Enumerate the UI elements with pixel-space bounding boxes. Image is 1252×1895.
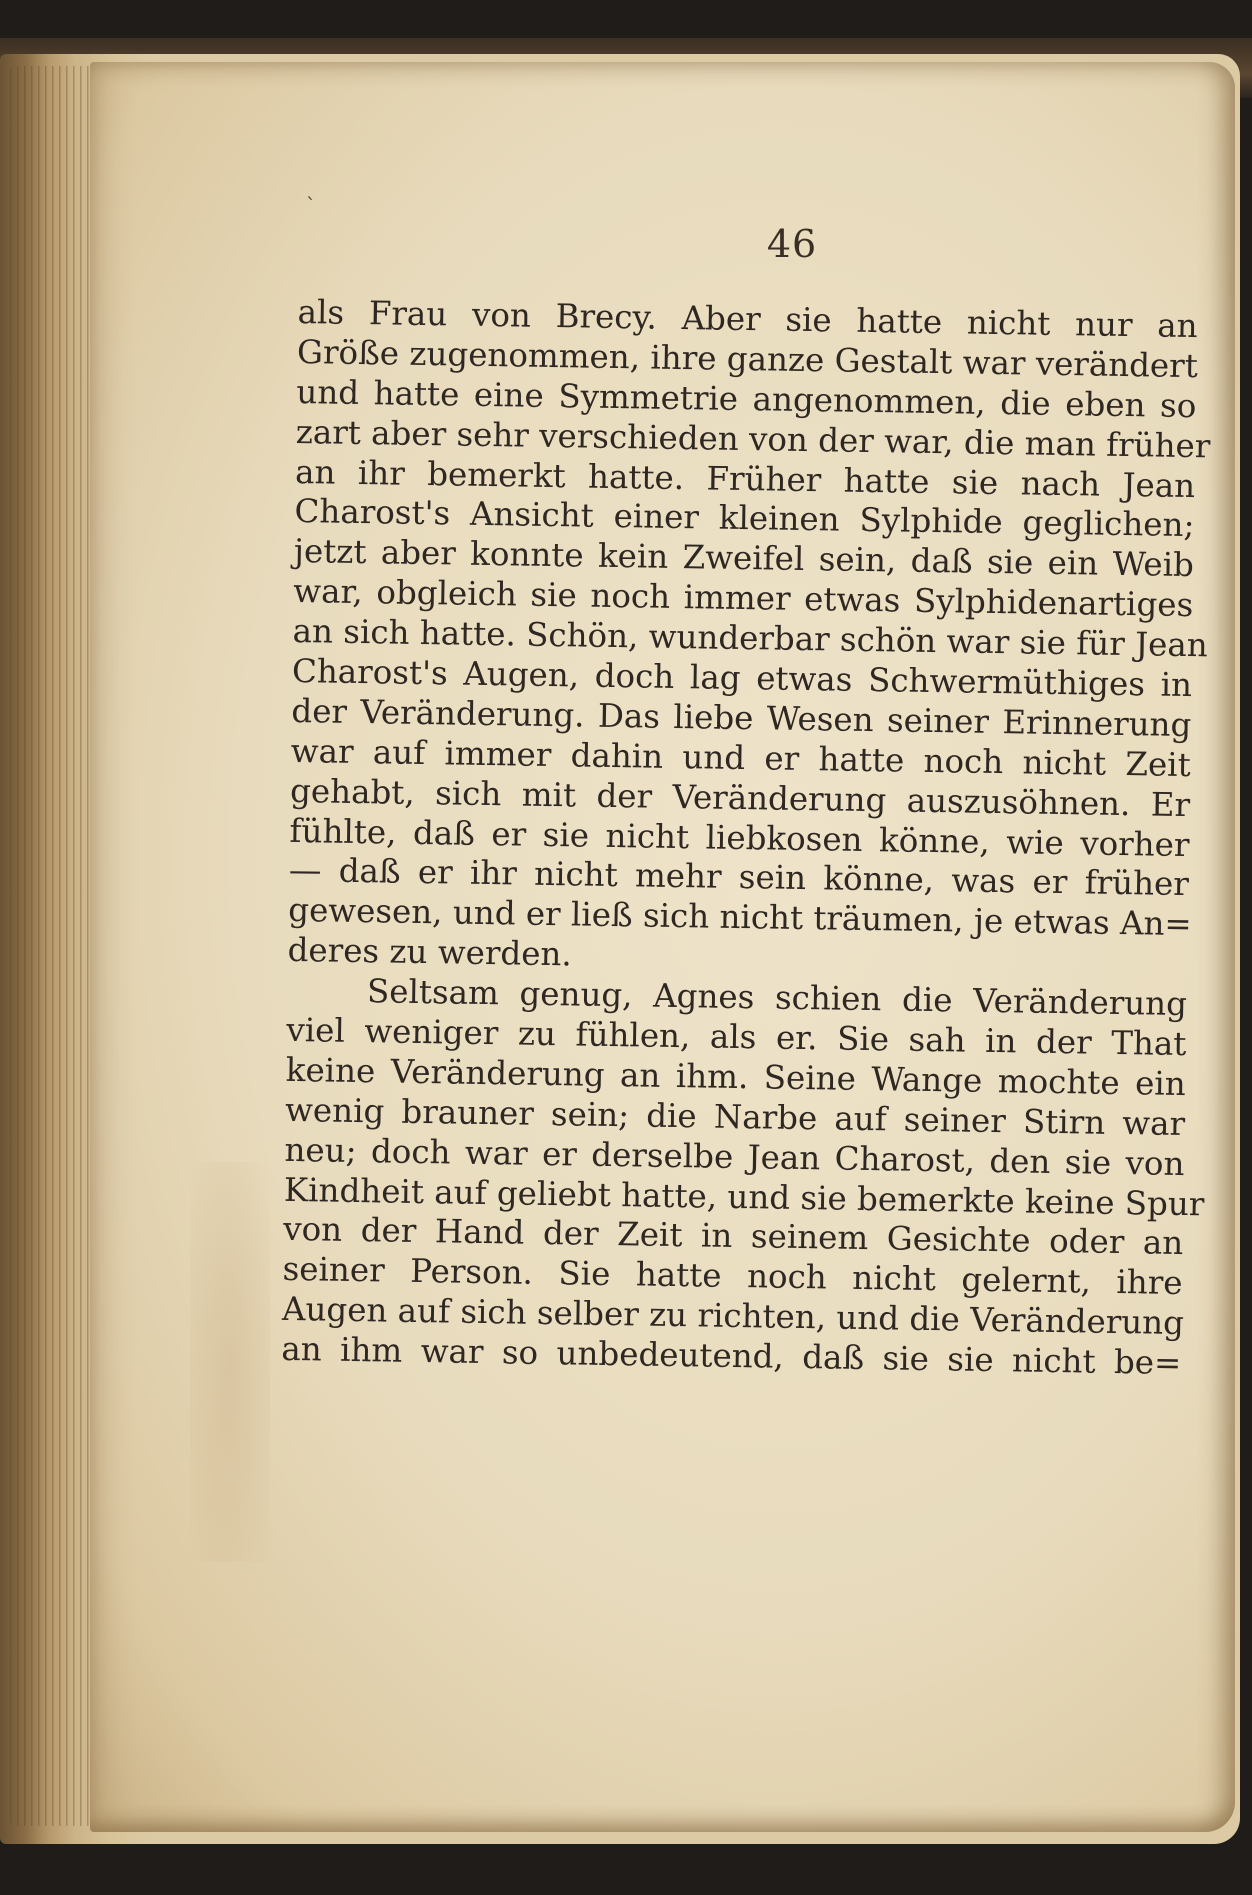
text-line: Charost's Augen, doch lag etwas Schwermüthiges in — [291, 651, 1193, 705]
text-line: Größe zugenommen, ihre ganze Gestalt war verändert — [296, 332, 1199, 386]
text-line: keine Veränderung an ihm. Seine Wange mochte ein — [285, 1050, 1186, 1103]
printer-mark: ˋ — [306, 193, 316, 217]
paragraph-2 — [281, 971, 1205, 1384]
text-line: Seltsam genug, Agnes schien die Veränderung — [366, 972, 1188, 1024]
text-line: gewesen, und er ließ sich nicht träumen, je etwas An= — [288, 891, 1192, 944]
text-line: — daß er ihr nicht mehr sein könne, was er früher — [288, 851, 1190, 904]
text-line: an sich hatte. Schön, wunderbar schön war sie für Jean — [292, 612, 1208, 665]
text-line: wenig brauner sein; die Narbe auf seiner Stirn war — [284, 1090, 1186, 1143]
text-line: an ihm war so unbedeutend, daß sie sie nicht be= — [281, 1330, 1182, 1383]
text-line: und hatte eine Symmetrie angenommen, die eben so — [296, 372, 1197, 425]
text-line: von der Hand der Zeit in seinem Gesichte oder an — [282, 1210, 1184, 1263]
paragraph-1 — [287, 293, 1211, 985]
body-text — [281, 293, 1211, 1384]
text-line: neu; doch war er derselbe Jean Charost, den sie von — [284, 1130, 1185, 1183]
text-line: zart aber sehr verschieden von der war, die man früher — [295, 412, 1211, 466]
page-number: 46 — [766, 222, 818, 266]
text-line: seiner Person. Sie hatte noch nicht gelernt, ihre — [282, 1250, 1183, 1303]
text-line: fühlte, daß er sie nicht liebkosen könne, wie vorher — [289, 811, 1190, 864]
text-line: an ihr bemerkt hatte. Früher hatte sie nach Jean — [294, 452, 1196, 505]
paper-stain — [190, 1162, 270, 1562]
text-line: Kindheit auf geliebt hatte, und sie bemerkte keine Spur — [283, 1170, 1205, 1223]
text-line: war auf immer dahin und er hatte noch nicht Zeit — [290, 731, 1191, 784]
text-line: jetzt aber konnte kein Zweifel sein, daß sie ein Weib — [293, 532, 1195, 585]
text-line: Augen auf sich selber zu richten, und die Veränderung — [281, 1290, 1185, 1343]
text-line: der Veränderung. Das liebe Wesen seiner Erinnerung — [291, 691, 1192, 744]
text-line: deres zu werden. — [287, 931, 573, 974]
text-line: gehabt, sich mit der Veränderung auszusöhnen. Er — [289, 771, 1191, 824]
text-line: als Frau von Brecy. Aber sie hatte nicht nur an — [297, 293, 1198, 346]
text-line: viel weniger zu fühlen, als er. Sie sah in der That — [286, 1010, 1187, 1064]
text-line: war, obgleich sie noch immer etwas Sylphidenartiges — [293, 572, 1194, 625]
text-line: Charost's Ansicht einer kleinen Sylphide geglichen; — [294, 492, 1195, 545]
